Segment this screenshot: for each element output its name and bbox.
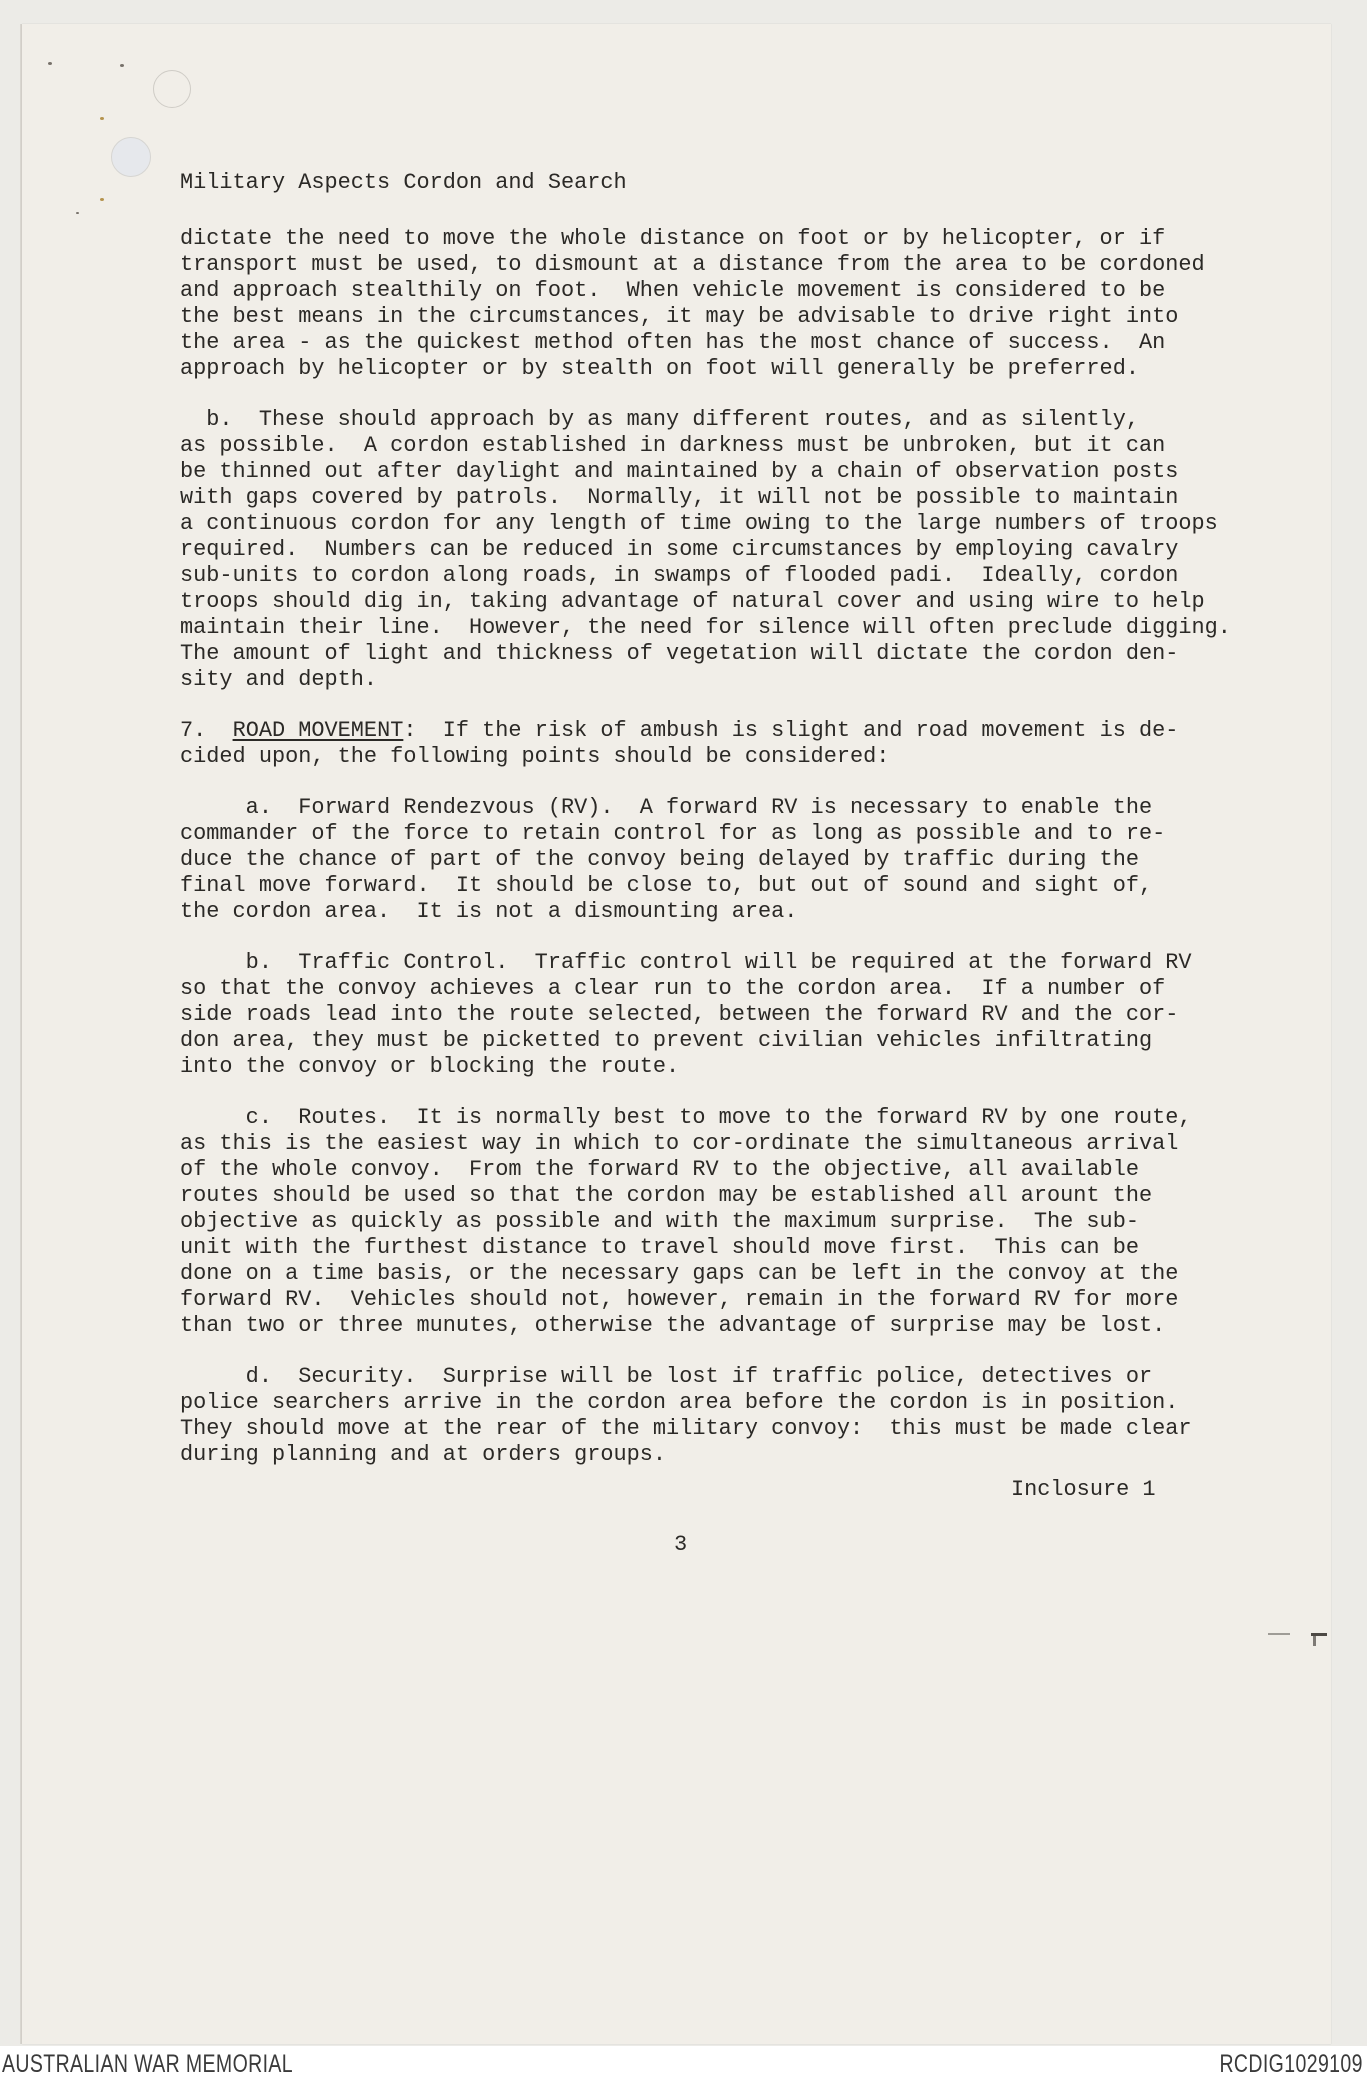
text-line: They should move at the rear of the military convoy: this must be made clear	[180, 1416, 1192, 1441]
text-line: done on a time basis, or the necessary gaps can be left in the convoy at the	[180, 1261, 1179, 1286]
text-line: the best means in the circumstances, it may be advisable to drive right into	[180, 304, 1179, 329]
paper-speck	[76, 212, 79, 214]
text-line: sub-units to cordon along roads, in swamps of flooded padi. Ideally, cordon	[180, 563, 1179, 588]
section-heading: ROAD MOVEMENT	[232, 718, 404, 743]
item-b-traffic-control	[180, 950, 1210, 1080]
text-line: final move forward. It should be close to, but out of sound and sight of,	[180, 873, 1153, 898]
text-line: than two or three munutes, otherwise the advantage of surprise may be lost.	[180, 1313, 1166, 1338]
text-line: with gaps covered by patrols. Normally, it will not be possible to maintain	[180, 485, 1179, 510]
text-line: b. Traffic Control. Traffic control will be required at the forward RV	[180, 950, 1192, 975]
text-line: so that the convoy achieves a clear run to the cordon area. If a number of	[180, 976, 1166, 1001]
text-line: : If the risk of ambush is slight and road movement is de-	[403, 718, 1179, 743]
text-line: duce the chance of part of the convoy being delayed by traffic during the	[180, 847, 1139, 872]
item-a-forward-rendezvous	[180, 795, 1210, 925]
item-d-security	[180, 1364, 1210, 1468]
section-number: 7.	[180, 718, 207, 743]
paragraph-continuation	[180, 226, 1210, 382]
footer-record-id: RCDIG1029109	[1219, 2050, 1363, 2078]
inclosure-label: Inclosure 1	[1011, 1477, 1156, 1502]
text-line: required. Numbers can be reduced in some circumstances by employing cavalry	[180, 537, 1179, 562]
text-line: commander of the force to retain control for as long as possible and to re-	[180, 821, 1166, 846]
text-line: troops should dig in, taking advantage of natural cover and using wire to help	[180, 589, 1205, 614]
text-line: sity and depth.	[180, 667, 378, 692]
text-line: a. Forward Rendezvous (RV). A forward RV is necessary to enable the	[180, 795, 1153, 820]
text-line: of the whole convoy. From the forward RV to the objective, all available	[180, 1157, 1139, 1182]
page-number: 3	[674, 1532, 688, 1557]
text-line: cided upon, the following points should be considered:	[180, 744, 890, 769]
text-line: don area, they must be picketted to prevent civilian vehicles infiltrating	[180, 1028, 1153, 1053]
text-line: into the convoy or blocking the route.	[180, 1054, 680, 1079]
text-line: routes should be used so that the cordon may be established all arount the	[180, 1183, 1153, 1208]
text-line: as this is the easiest way in which to cor-ordinate the simultaneous arrival	[180, 1131, 1179, 1156]
punch-hole-outline	[153, 70, 191, 108]
text-line: transport must be used, to dismount at a distance from the area to be cordoned	[180, 252, 1205, 277]
text-line: side roads lead into the route selected, between the forward RV and the cor-	[180, 1002, 1179, 1027]
item-c-routes	[180, 1105, 1210, 1339]
paper-speck	[100, 117, 104, 120]
running-head: Military Aspects Cordon and Search	[180, 170, 627, 195]
text-line: maintain their line. However, the need for silence will often preclude digging.	[180, 615, 1231, 640]
text-line: objective as quickly as possible and with the maximum surprise. The sub-	[180, 1209, 1139, 1234]
text-line: b. These should approach by as many different routes, and as silently,	[180, 407, 1139, 432]
paper-speck	[100, 198, 104, 201]
staple-mark	[1268, 1633, 1290, 1635]
text-line: unit with the furthest distance to travel should move first. This can be	[180, 1235, 1139, 1260]
document-body	[180, 170, 1231, 1468]
staple-mark	[1313, 1634, 1316, 1646]
text-line: the cordon area. It is not a dismounting area.	[180, 899, 798, 924]
text-line: d. Security. Surprise will be lost if traffic police, detectives or	[180, 1364, 1153, 1389]
text-line: approach by helicopter or by stealth on foot will generally be preferred.	[180, 356, 1139, 381]
text-line: c. Routes. It is normally best to move to the forward RV by one route,	[180, 1105, 1192, 1130]
paragraph-b-cordon	[180, 407, 1231, 693]
text-line: and approach stealthily on foot. When vehicle movement is considered to be	[180, 278, 1166, 303]
text-line: the area - as the quickest method often has the most chance of success. An	[180, 330, 1166, 355]
text-line: a continuous cordon for any length of time owing to the large numbers of troops	[180, 511, 1218, 536]
paper-speck	[120, 64, 124, 67]
text-line: police searchers arrive in the cordon area before the cordon is in position.	[180, 1390, 1179, 1415]
punch-hole	[111, 137, 151, 177]
text-line: during planning and at orders groups.	[180, 1442, 667, 1467]
text-line: The amount of light and thickness of vegetation will dictate the cordon den-	[180, 641, 1179, 666]
text-line: be thinned out after daylight and maintained by a chain of observation posts	[180, 459, 1179, 484]
text-line: dictate the need to move the whole distance on foot or by helicopter, or if	[180, 226, 1166, 251]
section-heading-line	[180, 718, 1210, 744]
paper-speck	[48, 62, 52, 65]
footer-institution: AUSTRALIAN WAR MEMORIAL	[2, 2050, 294, 2078]
text-line: forward RV. Vehicles should not, however, remain in the forward RV for more	[180, 1287, 1179, 1312]
section-7-road-movement	[180, 718, 1210, 770]
text-line: as possible. A cordon established in darkness must be unbroken, but it can	[180, 433, 1166, 458]
